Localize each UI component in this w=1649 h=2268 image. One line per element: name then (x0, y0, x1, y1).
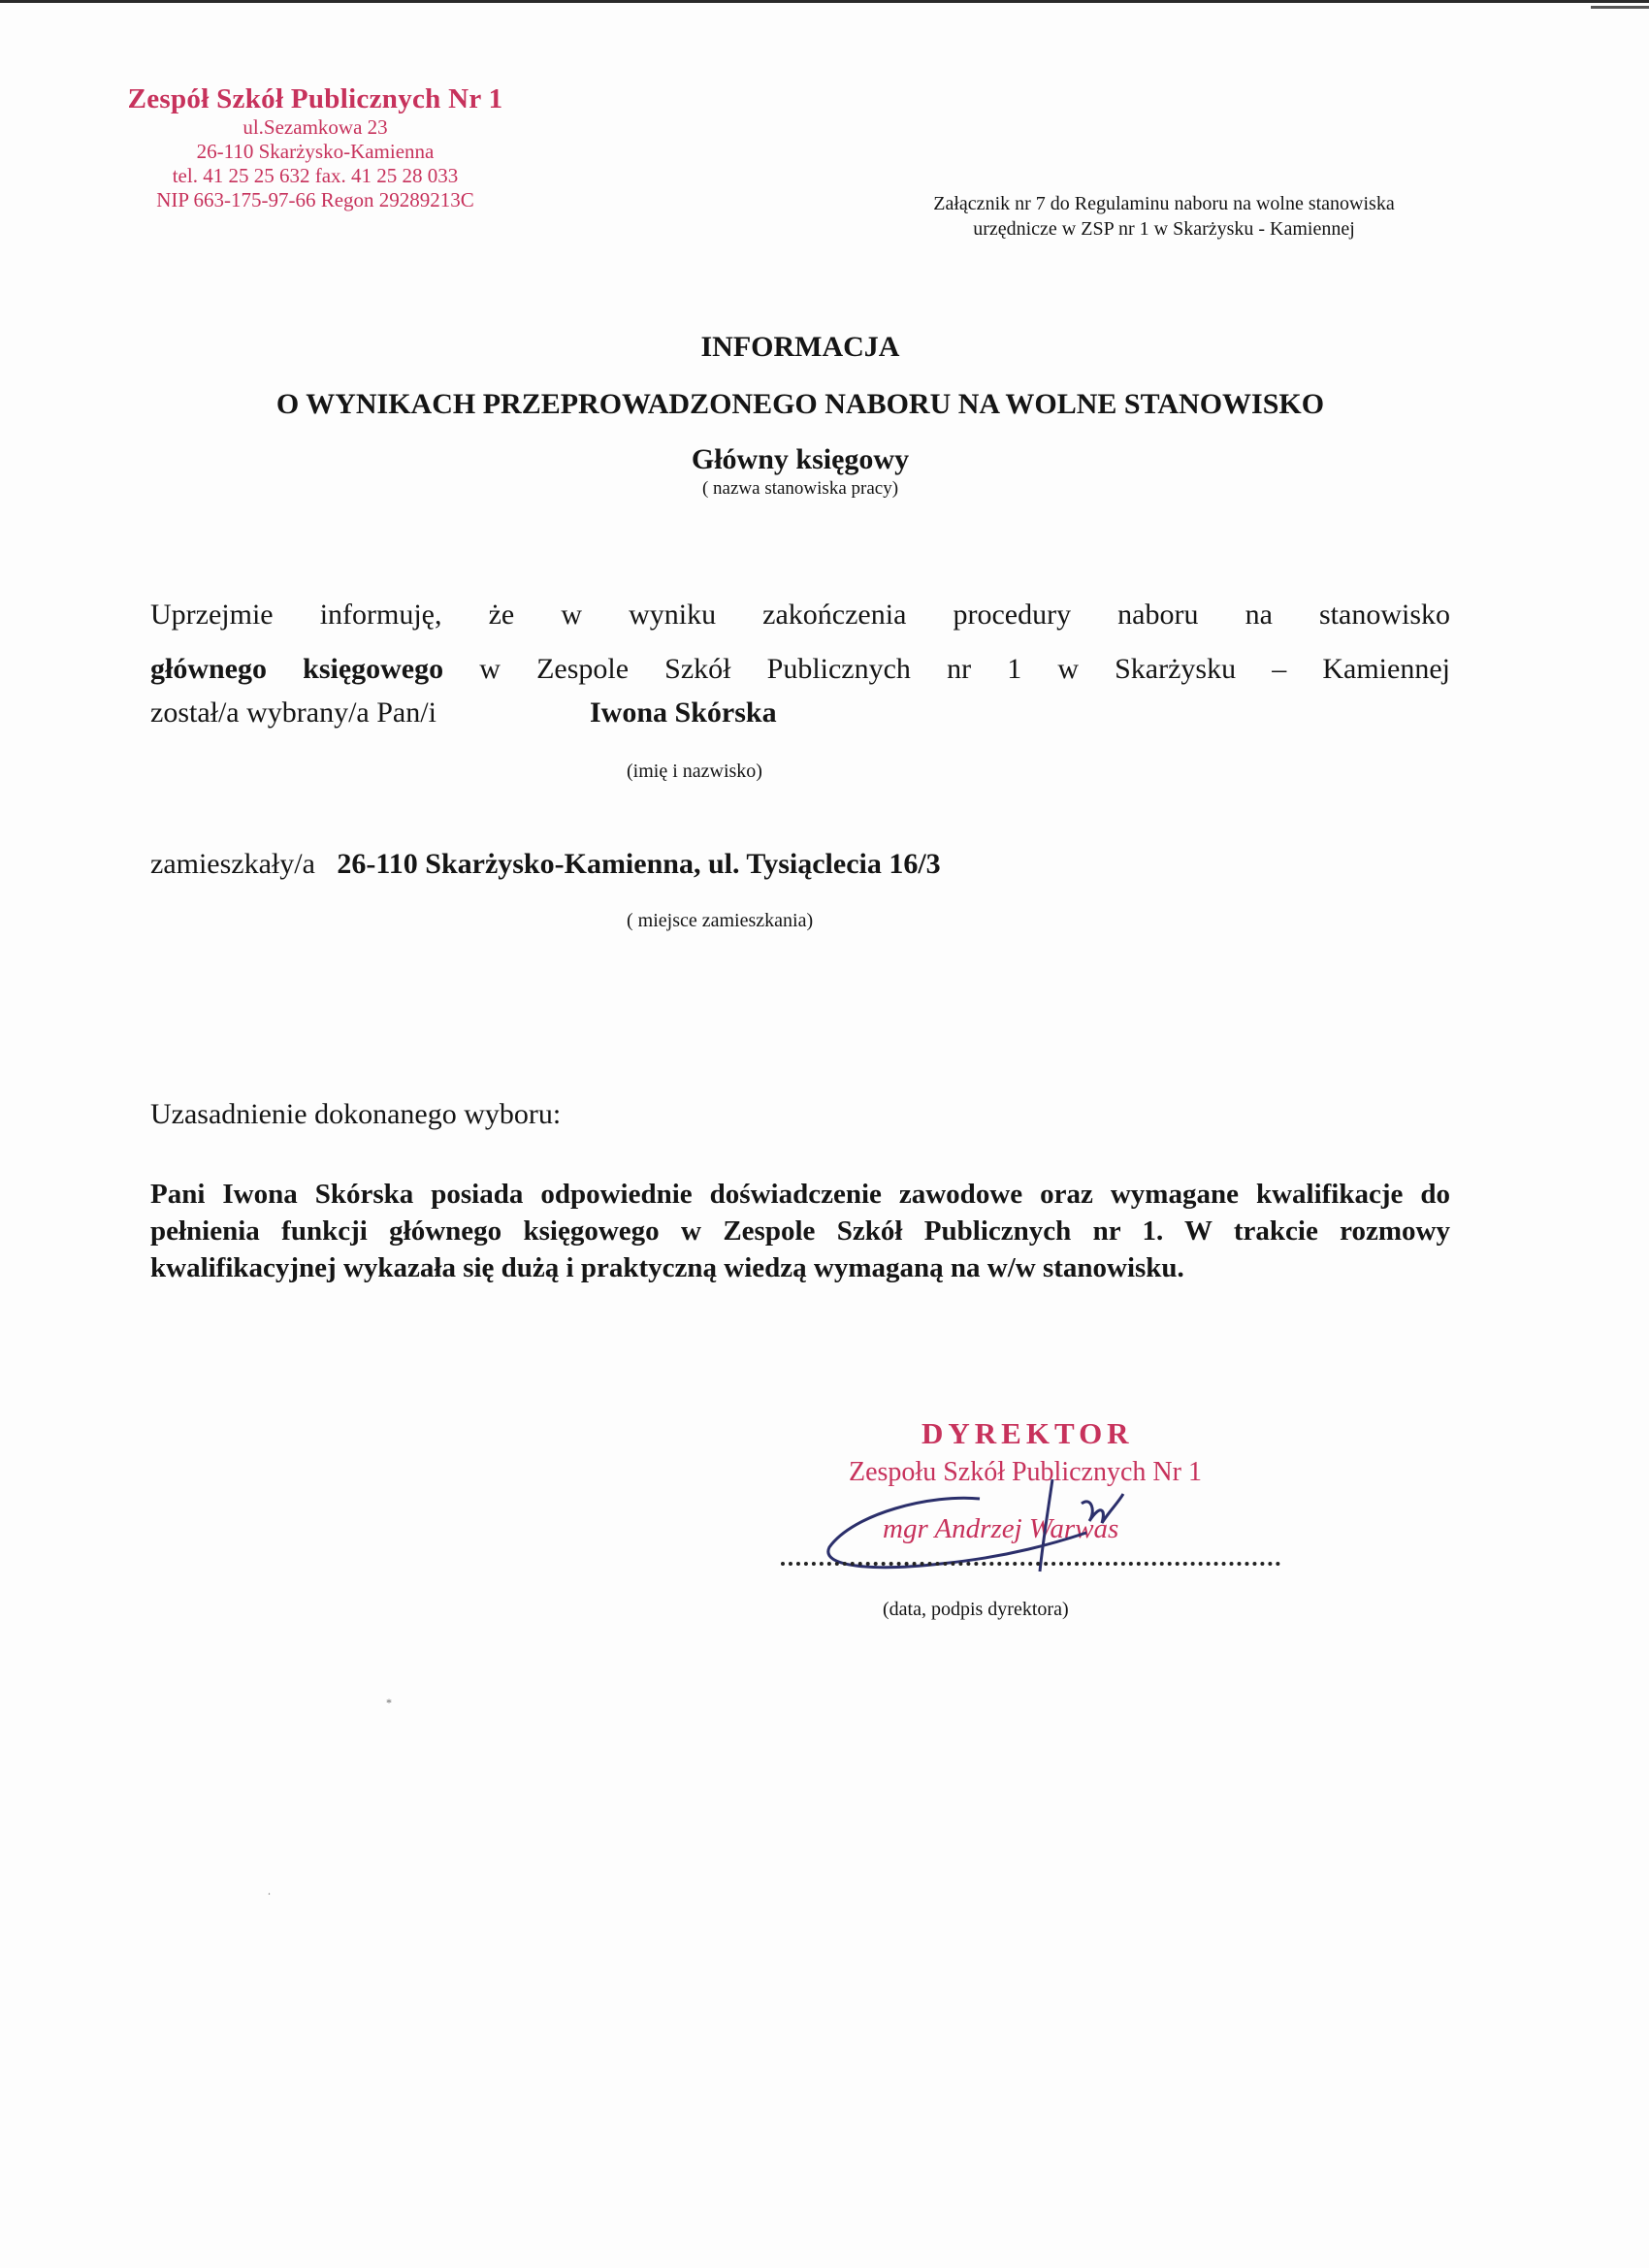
signature-line (781, 1562, 1280, 1566)
stamp-phones: tel. 41 25 25 632 fax. 41 25 28 033 (172, 164, 459, 187)
candidate-name: Iwona Skórska (590, 697, 777, 729)
document-subtitle: O WYNIKACH PRZEPROWADZONEGO NABORU NA WOLNE STANOWISKO (275, 388, 1325, 420)
scan-edge (0, 0, 1649, 3)
position-name: Główny księgowy (691, 443, 910, 475)
stamp-city: 26-110 Skarżysko-Kamienna (196, 140, 435, 163)
body-line-1: Uprzejmie informuję, że w wyniku zakończenia procedury naboru na stanowisko (150, 599, 1450, 631)
body-line-3: został/a wybrany/a Pan/i (150, 697, 436, 729)
scan-speck: * (386, 1696, 392, 1709)
name-caption: (imię i nazwisko) (627, 761, 762, 782)
stamp-ids: NIP 663-175-97-66 Regon 29289213C (156, 188, 474, 211)
attachment-line-1: Załącznik nr 7 do Regulaminu naboru na wolne stanowiska (933, 193, 1395, 214)
school-stamp (121, 83, 509, 212)
justification-label: Uzasadnienie dokonanego wyboru: (150, 1098, 562, 1130)
director-name: mgr Andrzej Warwas (883, 1513, 1119, 1544)
stamp-street: ul.Sezamkowa 23 (242, 115, 388, 139)
position-bold: głównego księgowego (150, 653, 444, 685)
address-value: 26-110 Skarżysko-Kamienna, ul. Tysiąclecia 16/3 (337, 848, 941, 880)
attachment-note (786, 191, 1542, 242)
stamp-school-name: Zespół Szkół Publicznych Nr 1 (127, 83, 503, 114)
address-label: zamieszkały/a (150, 848, 315, 880)
justification-text: Pani Iwona Skórska posiada odpowiednie doświadczenie zawodowe oraz wymagane kwalifikacje do pełnienia funkcji głównego księgowego w Zespole Szkół Publicznych nr 1. W trakcie rozmowy kwalifikacyjnej wykazała się dużą i praktyczną wiedzą wymaganą na w/w stanowisku. (150, 1179, 1450, 1283)
scan-speck: . (268, 1884, 271, 1897)
body-line-2-rest: w Zespole Szkół Publicznych nr 1 w Skarżysku – Kamiennej (479, 653, 1450, 685)
signature-caption: (data, podpis dyrektora) (883, 1599, 1069, 1620)
director-title: DYREKTOR (922, 1416, 1134, 1450)
document-title: INFORMACJA (700, 331, 900, 363)
director-school: Zespołu Szkół Publicznych Nr 1 (849, 1457, 1202, 1487)
body-line-2 (150, 642, 1450, 697)
address-line (150, 848, 941, 881)
address-caption: ( miejsce zamieszkania) (627, 910, 814, 931)
scan-edge (1591, 6, 1649, 9)
attachment-line-2: urzędnicze w ZSP nr 1 w Skarżysku - Kamiennej (973, 218, 1355, 240)
signature-scribble (815, 1445, 1222, 1581)
position-caption: ( nazwa stanowiska pracy) (701, 478, 899, 499)
